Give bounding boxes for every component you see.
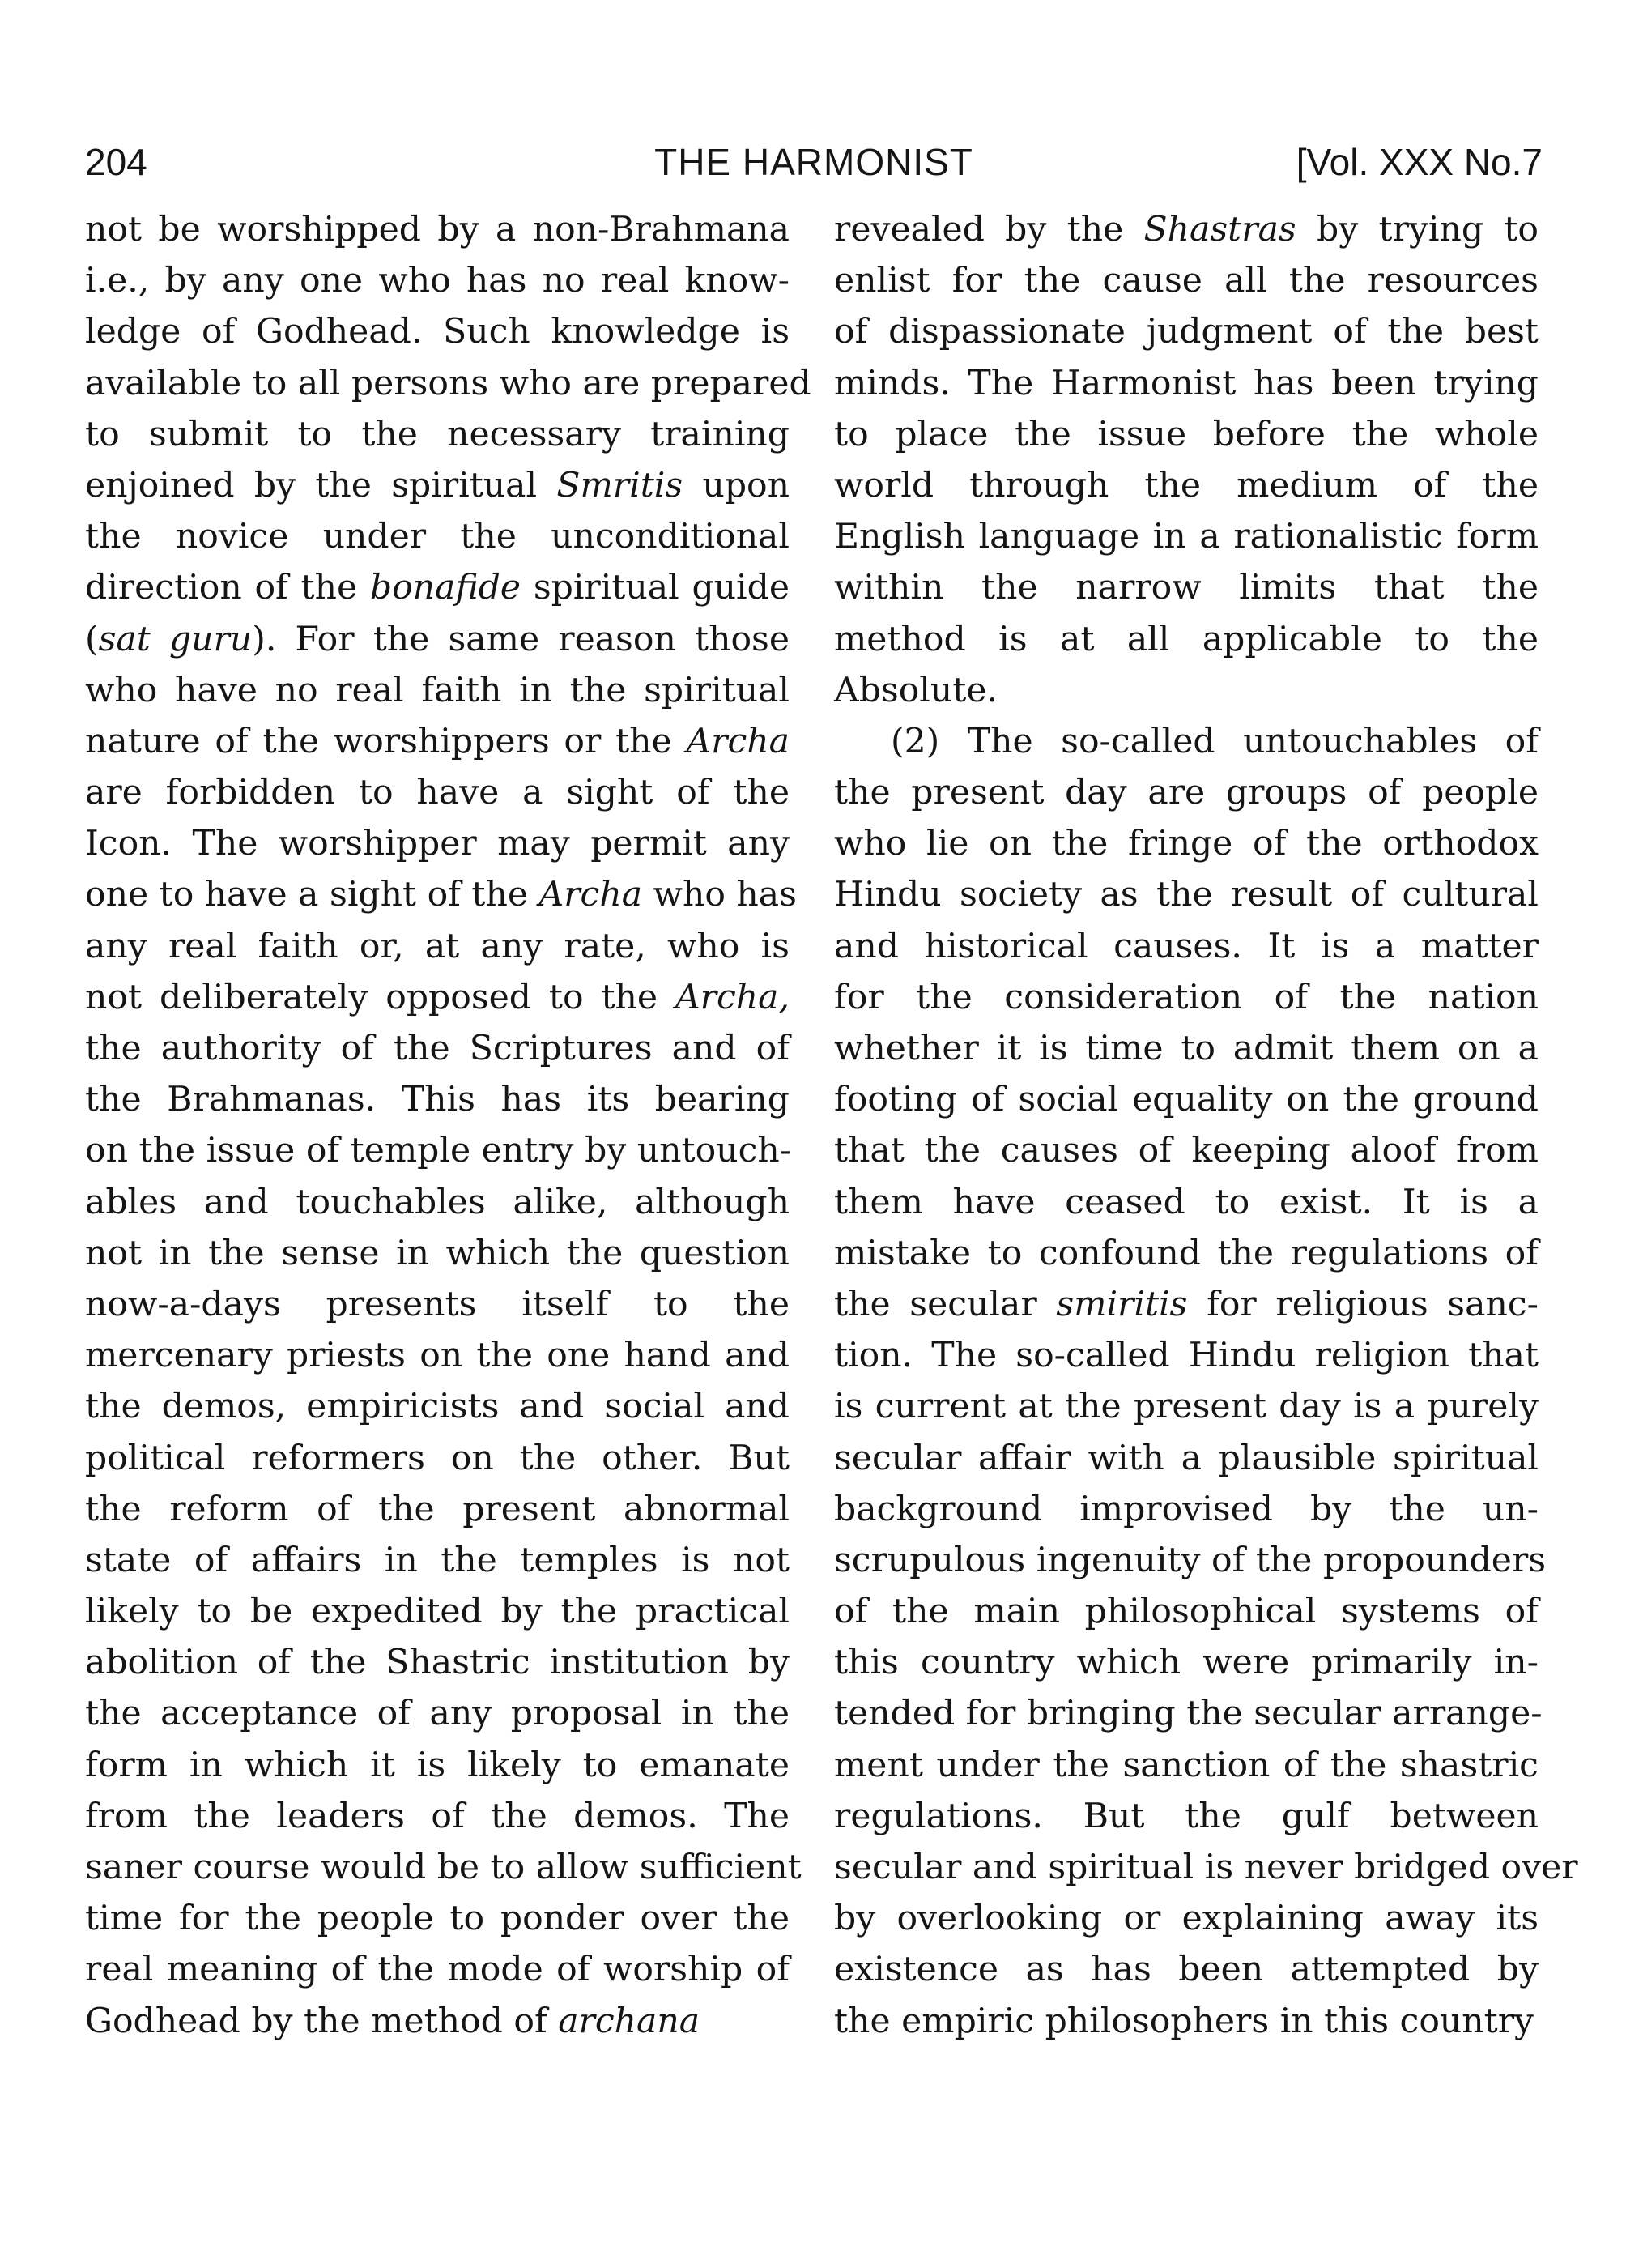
volume-issue: [Vol. XXX No.7 bbox=[1296, 141, 1543, 183]
text-line: method is at all applicable to the bbox=[834, 619, 1539, 659]
text-line: that the causes of keeping aloof from bbox=[834, 1131, 1539, 1171]
text-line: tended for bringing the secular arrange- bbox=[834, 1694, 1543, 1734]
text-line: not be worshipped by a non-Brahmana bbox=[85, 210, 790, 249]
right-column bbox=[834, 204, 1578, 2047]
running-title: THE HARMONIST bbox=[654, 141, 973, 183]
italic-term: Archa bbox=[538, 875, 643, 915]
text-line bbox=[85, 869, 797, 920]
text-segment: for religious sanc- bbox=[1187, 1284, 1539, 1324]
text-line: state of affairs in the temples is not bbox=[85, 1540, 790, 1580]
text-line: existence as has been attempted by bbox=[834, 1950, 1539, 1990]
italic-term: Shastras bbox=[1143, 210, 1296, 249]
text-line: saner course would be to allow sufficient bbox=[85, 1848, 802, 1887]
text-line: tion. The so-called Hindu religion that bbox=[834, 1336, 1539, 1376]
text-line: mercenary priests on the one hand and bbox=[85, 1336, 790, 1376]
italic-term: sat guru bbox=[98, 619, 253, 659]
text-segment: not deliberately opposed to the bbox=[85, 977, 675, 1017]
text-line bbox=[85, 562, 790, 613]
text-segment: the secular bbox=[834, 1284, 1057, 1324]
text-line: background improvised by the un- bbox=[834, 1489, 1539, 1529]
text-line: minds. The Harmonist has been trying bbox=[834, 363, 1539, 403]
text-segment: upon bbox=[683, 465, 790, 505]
text-line: is current at the present day is a purely bbox=[834, 1387, 1539, 1427]
text-line: whether it is time to admit them on a bbox=[834, 1029, 1539, 1068]
text-line: not in the sense in which the question bbox=[85, 1233, 790, 1273]
text-line: and historical causes. It is a matter bbox=[834, 926, 1539, 966]
text-line: the empiric philosophers in this country bbox=[834, 2001, 1534, 2041]
left-column bbox=[85, 204, 811, 2047]
text-line bbox=[834, 1279, 1539, 1330]
text-line bbox=[834, 204, 1539, 255]
text-line: the demos, empiricists and social and bbox=[85, 1387, 790, 1427]
text-line: secular affair with a plausible spiritual bbox=[834, 1438, 1539, 1478]
text-line: the Brahmanas. This has its bearing bbox=[85, 1080, 790, 1120]
italic-term: smiritis bbox=[1056, 1284, 1188, 1324]
text-line: to submit to the necessary training bbox=[85, 414, 790, 454]
text-line: world through the medium of the bbox=[834, 465, 1539, 505]
text-segment: nature of the worshippers or the bbox=[85, 721, 687, 761]
text-line: enlist for the cause all the resources bbox=[834, 261, 1539, 301]
text-line: (2) The so-called untouchables of bbox=[891, 721, 1539, 761]
text-line bbox=[85, 716, 790, 767]
text-segment: Godhead by the method of bbox=[85, 2001, 559, 2041]
text-segment: revealed by the bbox=[834, 210, 1144, 249]
text-line: political reformers on the other. But bbox=[85, 1438, 790, 1478]
text-line: of dispassionate judgment of the best bbox=[834, 312, 1539, 352]
page-header bbox=[85, 134, 1543, 190]
text-line: Absolute. bbox=[834, 670, 998, 710]
text-line: within the narrow limits that the bbox=[834, 568, 1539, 608]
text-line: who lie on the fringe of the orthodox bbox=[834, 824, 1539, 864]
text-line: any real faith or, at any rate, who is bbox=[85, 926, 790, 966]
text-line bbox=[85, 614, 790, 665]
text-segment: enjoined by the spiritual bbox=[85, 465, 557, 505]
text-line: for the consideration of the nation bbox=[834, 977, 1539, 1017]
text-line: on the issue of temple entry by untouch- bbox=[85, 1131, 792, 1171]
text-line: ledge of Godhead. Such knowledge is bbox=[85, 312, 790, 352]
text-line: this country which were primarily in- bbox=[834, 1643, 1539, 1683]
text-line: them have ceased to exist. It is a bbox=[834, 1182, 1539, 1222]
text-segment: spiritual guide bbox=[521, 568, 790, 608]
text-line: who have no real faith in the spiritual bbox=[85, 670, 790, 710]
italic-term: Archa bbox=[686, 721, 790, 761]
text-line bbox=[85, 1996, 790, 2047]
text-line: ables and touchables alike, although bbox=[85, 1182, 790, 1222]
text-line: Hindu society as the result of cultural bbox=[834, 875, 1539, 915]
text-line: the authority of the Scriptures and of bbox=[85, 1029, 790, 1068]
text-line: abolition of the Shastric institution by bbox=[85, 1643, 790, 1683]
italic-term: Smritis bbox=[556, 465, 683, 505]
text-line: the acceptance of any proposal in the bbox=[85, 1694, 790, 1734]
text-line: of the main philosophical systems of bbox=[834, 1592, 1539, 1632]
text-line: regulations. But the gulf between bbox=[834, 1796, 1539, 1836]
text-line: from the leaders of the demos. The bbox=[85, 1796, 790, 1836]
text-line: form in which it is likely to emanate bbox=[85, 1745, 790, 1785]
italic-term: bonafide bbox=[369, 568, 521, 608]
text-line: scrupulous ingenuity of the propounders bbox=[834, 1540, 1547, 1580]
italic-term: Archa, bbox=[675, 977, 790, 1017]
text-line: by overlooking or explaining away its bbox=[834, 1899, 1539, 1939]
text-segment: one to have a sight of the bbox=[85, 875, 539, 915]
text-segment: direction of the bbox=[85, 568, 370, 608]
text-line: footing of social equality on the ground bbox=[834, 1080, 1539, 1120]
text-line: are forbidden to have a sight of the bbox=[85, 773, 790, 813]
text-line: the novice under the unconditional bbox=[85, 517, 790, 557]
text-line: mistake to confound the regulations of bbox=[834, 1233, 1539, 1273]
text-segment: ( bbox=[85, 619, 99, 659]
text-line: English language in a rationalistic form bbox=[834, 517, 1539, 557]
text-line bbox=[85, 972, 790, 1023]
text-segment: by trying to bbox=[1296, 210, 1539, 249]
italic-term: archana bbox=[558, 2001, 700, 2041]
text-line: i.e., by any one who has no real know- bbox=[85, 261, 790, 301]
page-number: 204 bbox=[85, 141, 147, 183]
text-line: ment under the sanction of the shastric bbox=[834, 1745, 1539, 1785]
text-line bbox=[85, 460, 790, 511]
text-line: the reform of the present abnormal bbox=[85, 1489, 790, 1529]
text-line: likely to be expedited by the practical bbox=[85, 1592, 790, 1632]
text-segment: who has bbox=[642, 875, 797, 915]
text-line: real meaning of the mode of worship of bbox=[85, 1950, 790, 1990]
text-line: secular and spiritual is never bridged over bbox=[834, 1848, 1578, 1887]
text-line: Icon. The worshipper may permit any bbox=[85, 824, 790, 864]
text-line: available to all persons who are prepared bbox=[85, 363, 811, 403]
text-line: to place the issue before the whole bbox=[834, 414, 1539, 454]
text-line: now-a-days presents itself to the bbox=[85, 1284, 790, 1324]
text-segment: ). For the same reason those bbox=[252, 619, 790, 659]
text-line: the present day are groups of people bbox=[834, 773, 1539, 813]
text-line: time for the people to ponder over the bbox=[85, 1899, 790, 1939]
